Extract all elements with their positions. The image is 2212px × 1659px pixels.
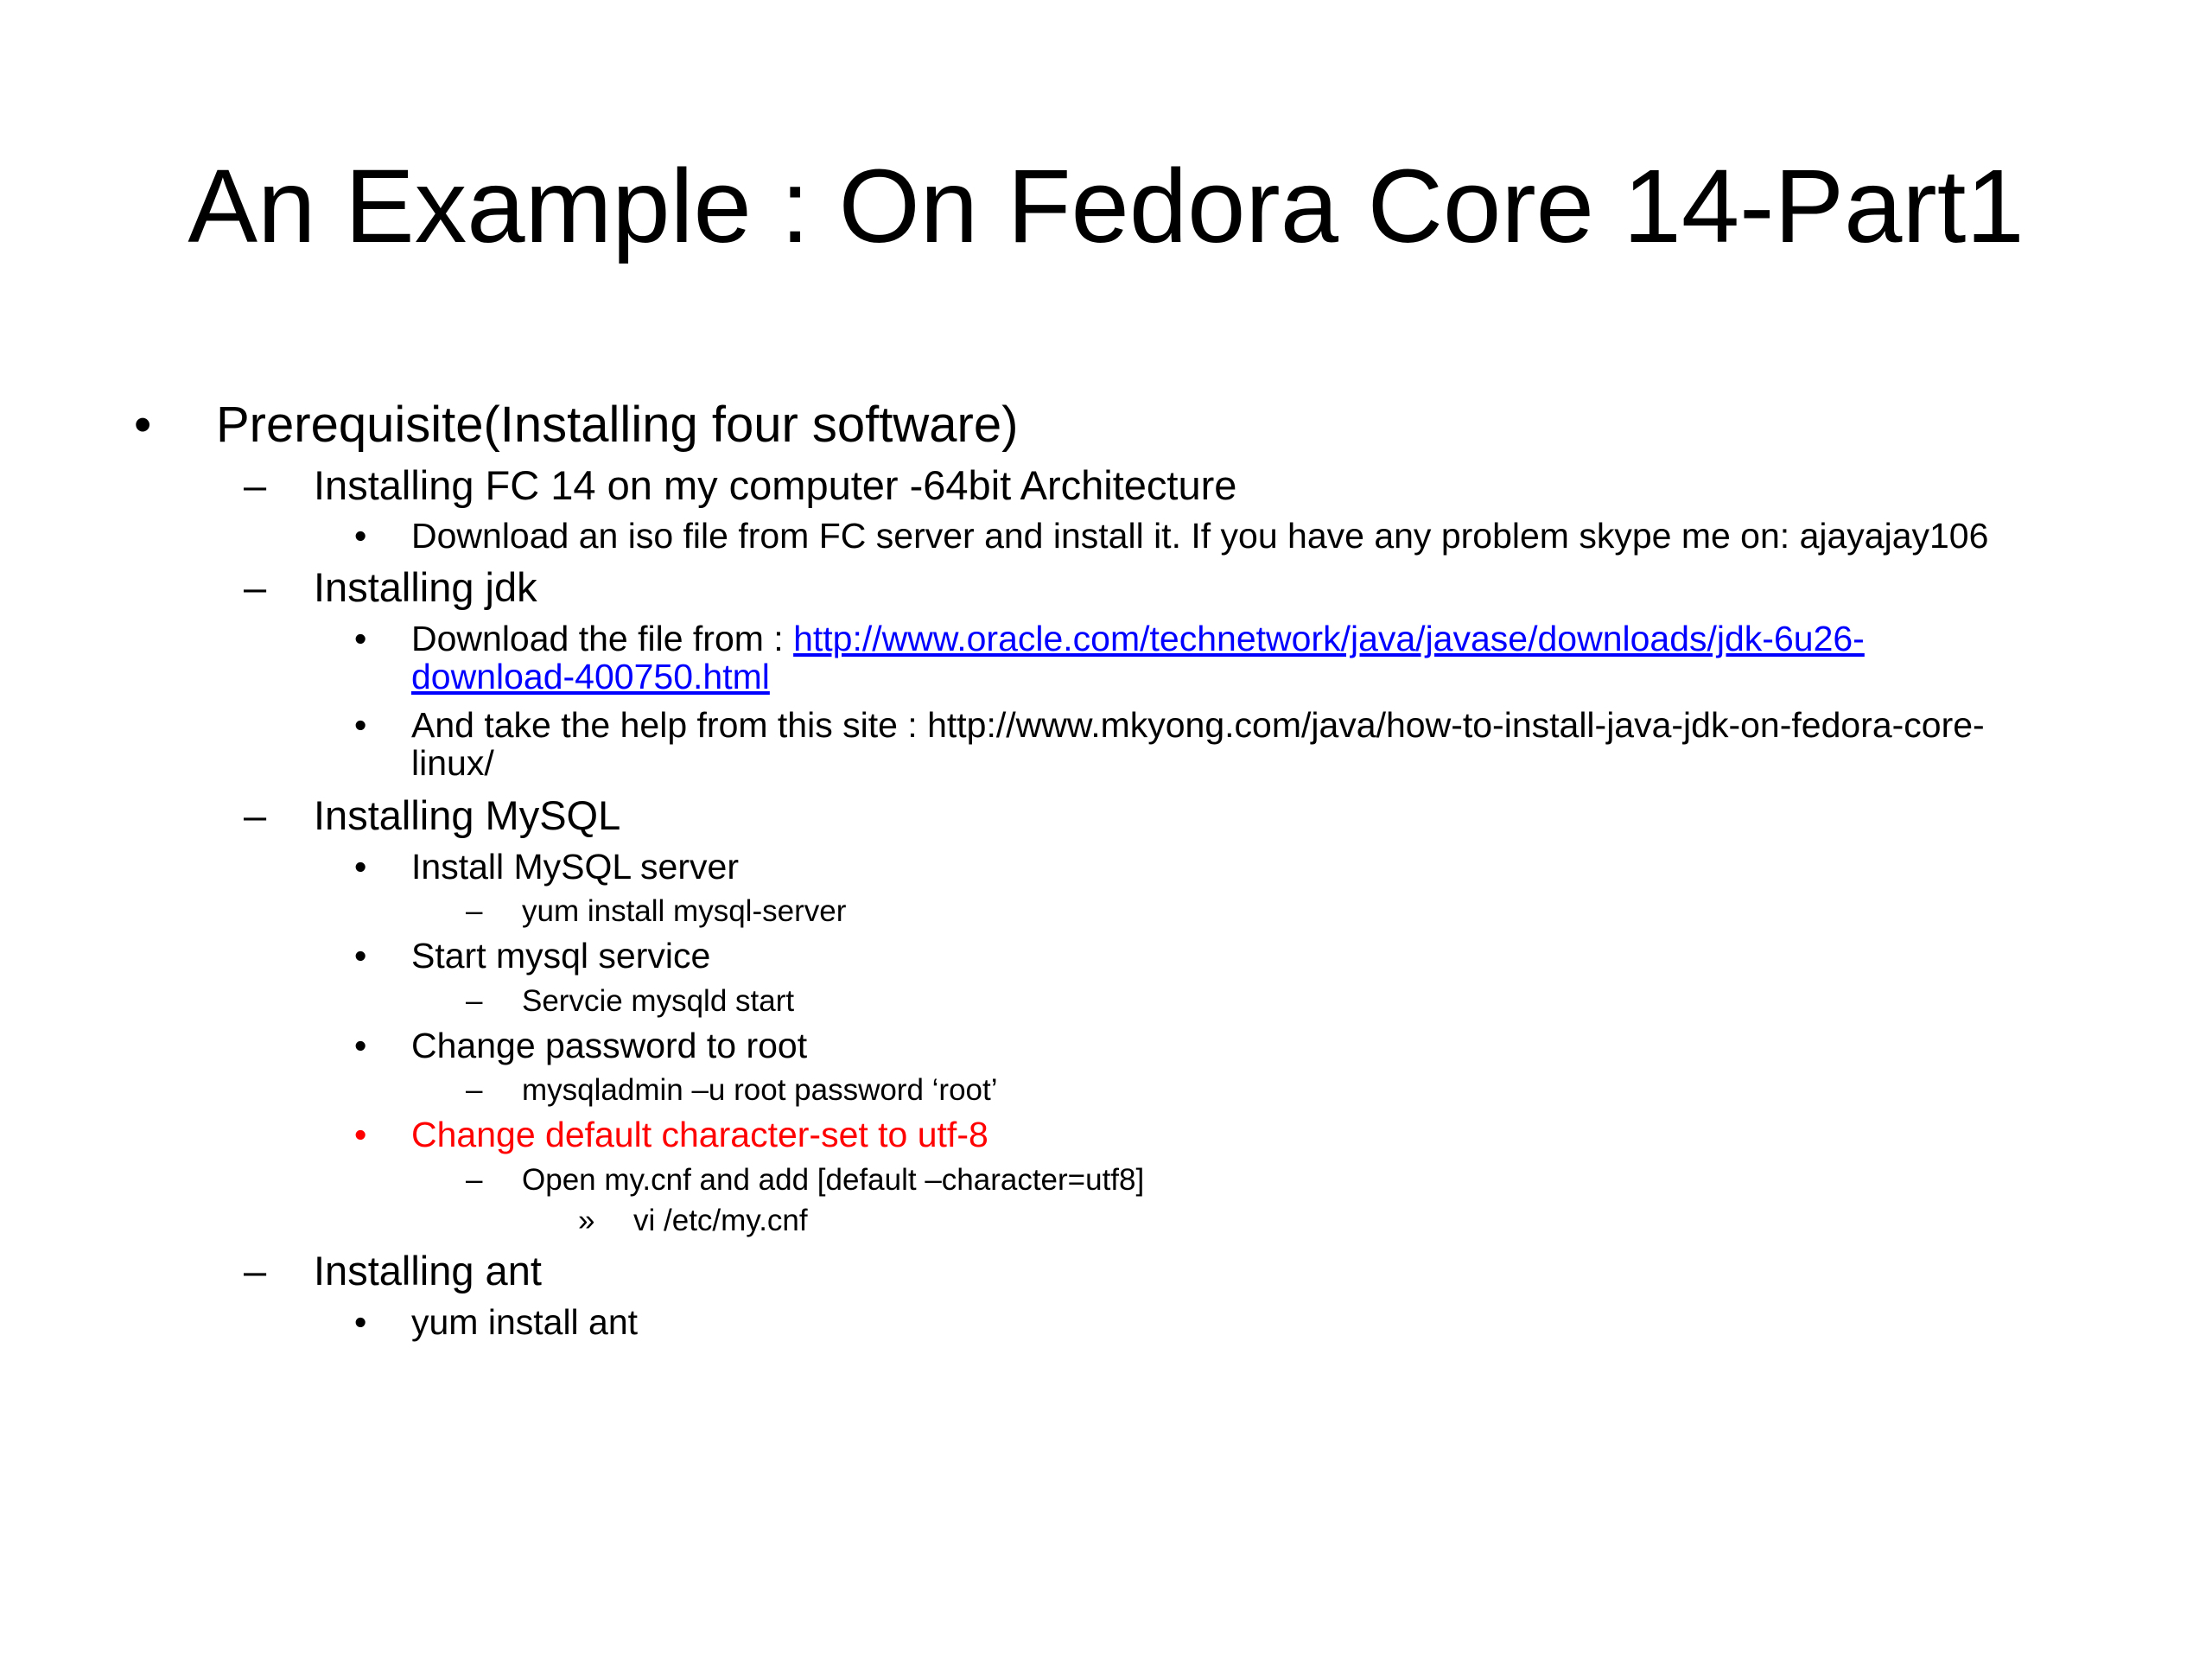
bullet-dash: – [244, 1248, 267, 1294]
mysql-start-item: Start mysql service [411, 936, 711, 976]
jdk-download-prefix: Download the file from : [411, 619, 794, 658]
mysql-install-item: Install MySQL server [411, 847, 739, 887]
jdk-download-item [411, 619, 1865, 658]
mysql-charset-vi-command: vi /etc/my.cnf [633, 1204, 808, 1237]
jdk-help-item: And take the help from this site : http://www.mkyong.com/java/how-to-install-java-jdk-on-fedora-core- [411, 705, 1985, 745]
mysql-install-command: yum install mysql-server [522, 894, 847, 928]
bullet-dot: • [134, 397, 152, 453]
bullet-dash: – [244, 462, 267, 508]
install-jdk-item: Installing jdk [314, 564, 537, 610]
prerequisite-heading: Prerequisite(Installing four software) [216, 397, 1019, 453]
bullet-dot: • [354, 936, 367, 976]
jdk-download-link[interactable]: http://www.oracle.com/technetwork/java/javase/downloads/jdk-6u26- [793, 619, 1865, 658]
jdk-help-item-continued: linux/ [411, 743, 494, 783]
bullet-dash: – [244, 792, 267, 838]
mysql-start-command: Servcie mysqld start [522, 984, 795, 1018]
fc14-download-item: Download an iso file from FC server and install it. If you have any problem skype me on: ajayajay106 [411, 516, 1989, 556]
install-ant-item: Installing ant [314, 1248, 542, 1294]
install-mysql-item: Installing MySQL [314, 792, 621, 838]
jdk-download-link-continued[interactable]: download-400750.html [411, 657, 770, 696]
mysql-charset-item: Change default character-set to utf-8 [411, 1115, 988, 1154]
bullet-dot: • [354, 847, 367, 887]
bullet-dash: – [466, 894, 483, 928]
bullet-dot: • [354, 1026, 367, 1065]
bullet-dot: • [354, 1115, 367, 1154]
bullet-guillemet: » [578, 1204, 595, 1237]
mysql-password-item: Change password to root [411, 1026, 808, 1065]
bullet-dash: – [466, 1163, 483, 1197]
mysql-password-command: mysqladmin –u root password ‘root’ [522, 1073, 998, 1107]
bullet-dash: – [466, 984, 483, 1018]
bullet-dot: • [354, 1302, 367, 1342]
mysql-charset-command: Open my.cnf and add [default –character=utf8] [522, 1163, 1145, 1197]
bullet-dash: – [466, 1073, 483, 1107]
bullet-dot: • [354, 705, 367, 745]
bullet-dash: – [244, 564, 267, 610]
bullet-dot: • [354, 619, 367, 658]
install-fc14-item: Installing FC 14 on my computer -64bit Architecture [314, 462, 1237, 508]
ant-install-command: yum install ant [411, 1302, 639, 1342]
bullet-dot: • [354, 516, 367, 556]
slide-title: An Example : On Fedora Core 14-Part1 [188, 147, 2024, 264]
